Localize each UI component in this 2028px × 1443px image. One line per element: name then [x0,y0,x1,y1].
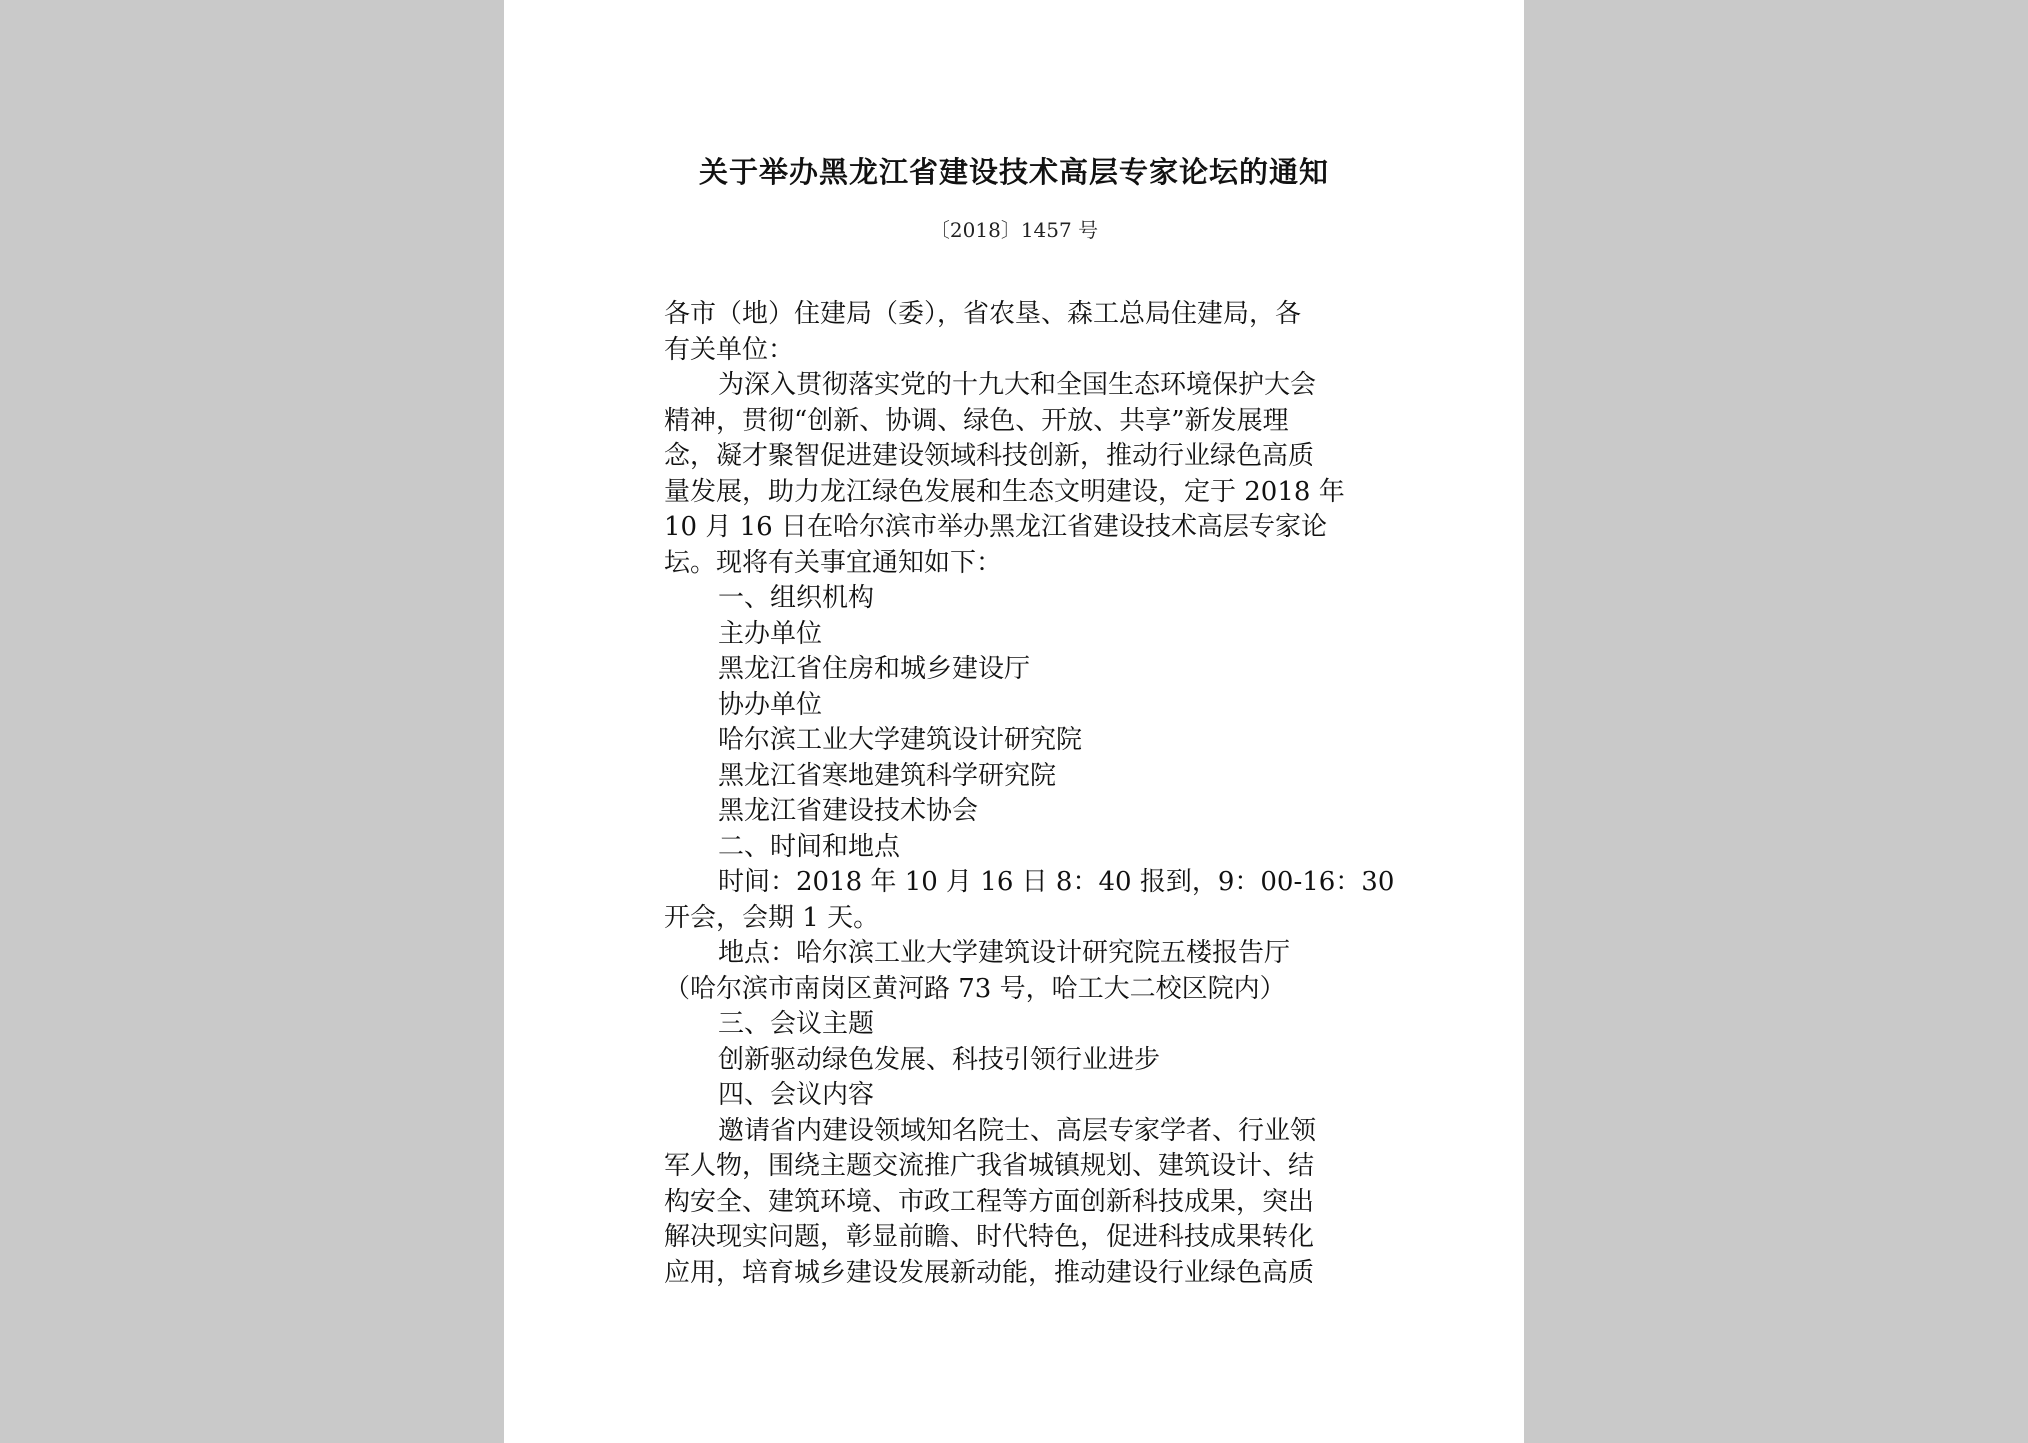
document-page [504,0,1524,1443]
body-line: 开会，会期 1 天。 [664,902,880,933]
body-line: （哈尔滨市南岗区黄河路 73 号，哈工大二校区院内） [664,973,1286,1004]
body-line: 量发展，助力龙江绿色发展和生态文明建设，定于 2018 年 [664,476,1345,507]
body-line: 10 月 16 日在哈尔滨市举办黑龙江省建设技术高层专家论 [664,512,1327,542]
body-line: 协办单位 [718,689,823,720]
document-title: 关于举办黑龙江省建设技术高层专家论坛的通知 [698,155,1329,189]
body-line: 黑龙江省住房和城乡建设厅 [718,654,1031,684]
body-line: 黑龙江省建设技术协会 [718,796,979,826]
body-line: 一、组织机构 [718,583,875,613]
body-line: 念，凝才聚智促进建设领域科技创新，推动行业绿色高质 [664,441,1315,471]
body-line: 四、会议内容 [718,1080,875,1110]
document-body [664,297,1395,1291]
document-number: 〔2018〕1457 号 [929,218,1099,242]
body-line: 精神，贯彻“创新、协调、绿色、开放、共享”新发展理 [664,405,1289,436]
body-line: 军人物，围绕主题交流推广我省城镇规划、建筑设计、结 [664,1151,1315,1181]
body-line: 时间：2018 年 10 月 16 日 8：40 报到，9：00-16：30 [718,867,1395,897]
body-line: 坛。现将有关事宜通知如下： [664,547,1003,578]
body-line: 三、会议主题 [718,1009,875,1039]
body-line: 构安全、建筑环境、市政工程等方面创新科技成果，突出 [664,1186,1315,1217]
body-line: 解决现实问题，彰显前瞻、时代特色，促进科技成果转化 [664,1222,1315,1252]
body-line: 哈尔滨工业大学建筑设计研究院 [718,725,1083,755]
body-line: 创新驱动绿色发展、科技引领行业进步 [718,1044,1161,1075]
body-line: 应用，培育城乡建设发展新动能，推动建设行业绿色高质 [664,1257,1315,1288]
body-line: 邀请省内建设领域知名院士、高层专家学者、行业领 [718,1115,1317,1146]
body-line: 黑龙江省寒地建筑科学研究院 [718,760,1057,791]
body-line: 二、时间和地点 [718,831,901,862]
body-line: 地点：哈尔滨工业大学建筑设计研究院五楼报告厅 [718,938,1291,968]
body-line: 主办单位 [718,618,823,649]
body-line: 为深入贯彻落实党的十九大和全国生态环境保护大会 [718,370,1317,400]
body-line: 有关单位： [664,334,795,365]
body-line: 各市（地）住建局（委），省农垦、森工总局住建局，各 [664,299,1302,329]
